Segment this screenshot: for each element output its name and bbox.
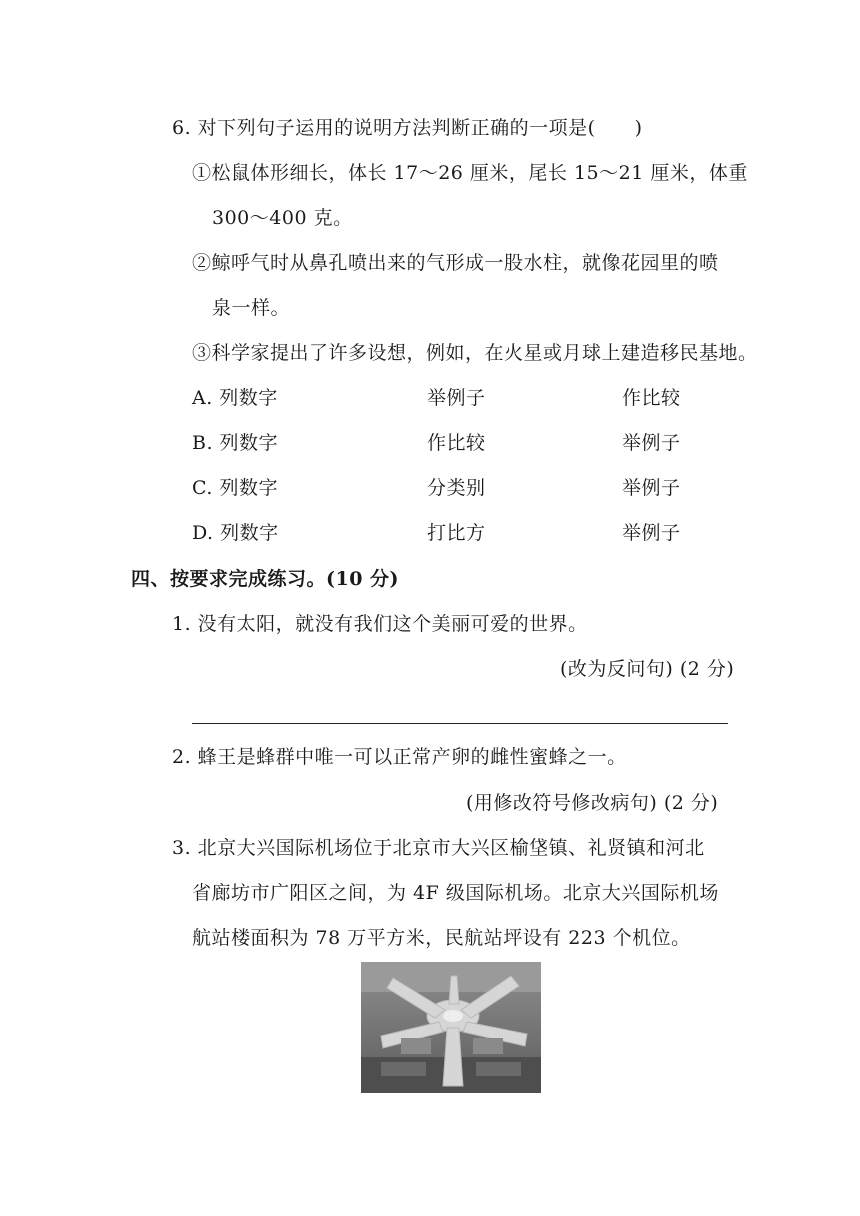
s4-q2-instruction: (用修改符号修改病句) (2 分)	[466, 792, 719, 814]
option-a-label: A. 列数字	[192, 387, 278, 409]
q6-sentence-3: ③科学家提出了许多设想，例如，在火星或月球上建造移民基地。	[192, 342, 758, 364]
option-d-col2: 打比方	[427, 522, 486, 544]
airport-photo	[361, 962, 541, 1093]
q6-sentence-1-line-1: ①松鼠体形细长，体长 17～26 厘米，尾长 15～21 厘米，体重	[192, 162, 748, 184]
s4-q3-line-3: 航站楼面积为 78 万平方米，民航站坪设有 223 个机位。	[192, 927, 691, 949]
s4-q1-instruction: (改为反问句) (2 分)	[560, 658, 735, 680]
option-b-col3: 举例子	[622, 432, 681, 454]
answer-line[interactable]	[192, 723, 728, 724]
s4-q3-line-1: 3. 北京大兴国际机场位于北京市大兴区榆垡镇、礼贤镇和河北	[172, 837, 705, 859]
option-b-col2: 作比较	[427, 432, 486, 454]
q6-sentence-1-line-2: 300～400 克。	[212, 207, 353, 229]
s4-q2-text: 2. 蜂王是蜂群中唯一可以正常产卵的雌性蜜蜂之一。	[172, 746, 627, 768]
option-d-col3: 举例子	[622, 522, 681, 544]
q6-sentence-2-line-2: 泉一样。	[212, 297, 291, 319]
option-a-col2: 举例子	[427, 387, 486, 409]
option-b-label: B. 列数字	[192, 432, 279, 454]
s4-q3-line-2: 省廊坊市广阳区之间，为 4F 级国际机场。北京大兴国际机场	[192, 882, 719, 904]
q6-sentence-2-line-1: ②鲸呼气时从鼻孔喷出来的气形成一股水柱，就像花园里的喷	[192, 252, 719, 274]
section-4-heading: 四、按要求完成练习。(10 分)	[131, 568, 400, 590]
q6-stem: 6. 对下列句子运用的说明方法判断正确的一项是( )	[172, 117, 643, 139]
option-a-col3: 作比较	[622, 387, 681, 409]
option-d-label: D. 列数字	[192, 522, 279, 544]
option-c-col3: 举例子	[622, 477, 681, 499]
s4-q1-text: 1. 没有太阳，就没有我们这个美丽可爱的世界。	[172, 613, 588, 635]
option-c-col2: 分类别	[427, 477, 486, 499]
option-c-label: C. 列数字	[192, 477, 278, 499]
